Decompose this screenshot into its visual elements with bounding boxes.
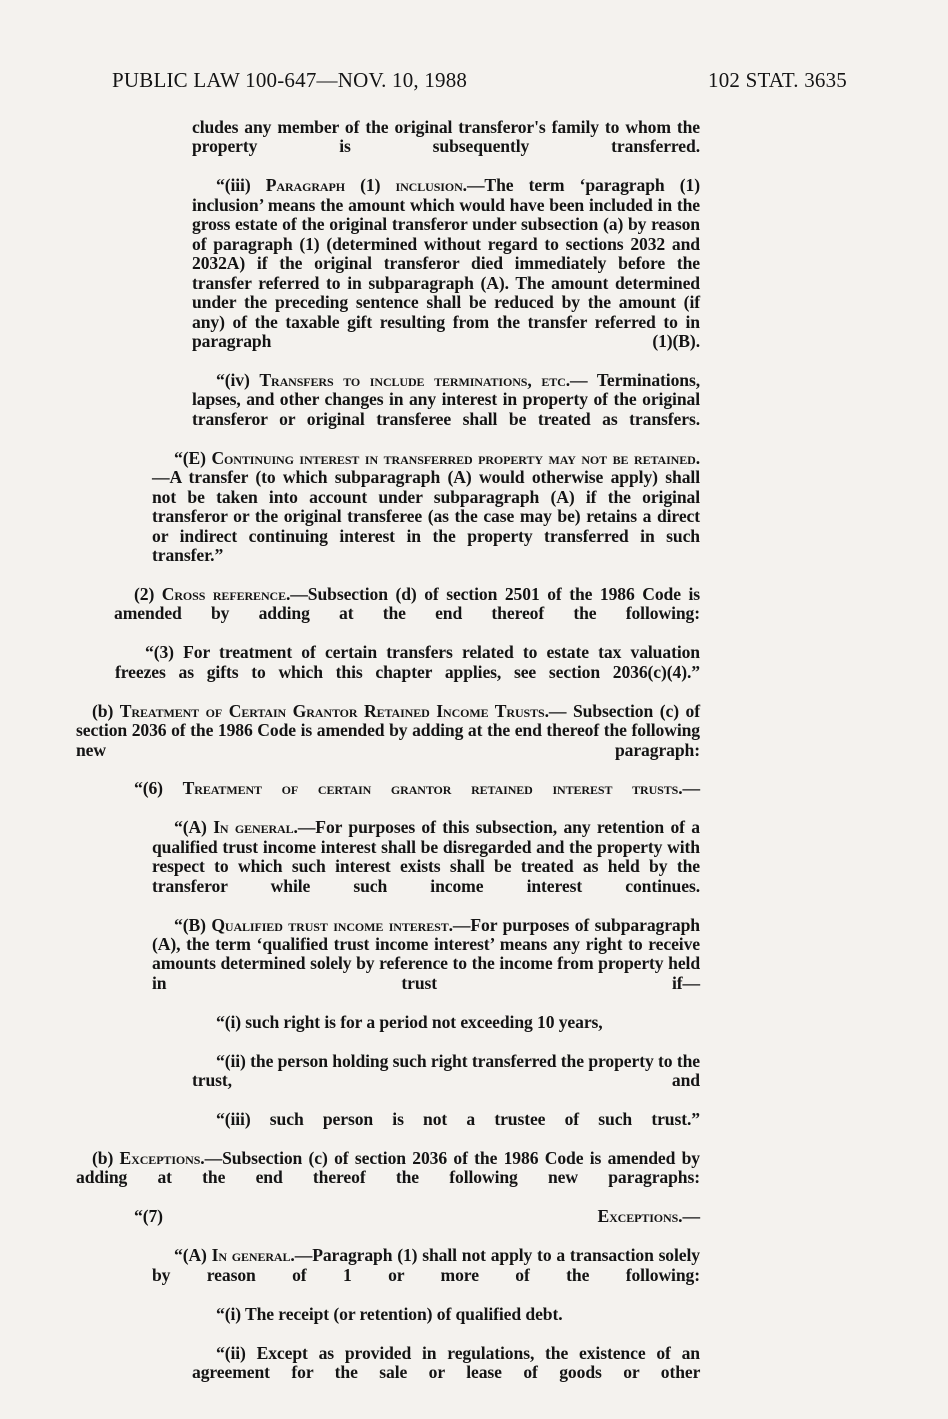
statute-text: [0, 118, 948, 1402]
clause-iii: “(iii) such person is not a trustee of such trust.”: [216, 1109, 700, 1130]
paragraph-iv-transfers-terminations: “(iv) Transfers to include terminations, etc.— Terminations, lapses, and other changes in any interest in property of the original transferor or original transferee shall be treated as transfers.: [192, 369, 700, 429]
paragraph-2-cross-reference: (2) Cross reference.—Subsection (d) of section 2501 of the 1986 Code is amended by adding at the end thereof the following:: [114, 583, 700, 624]
paragraph-b-qualified-trust-income-interest: “(B) Qualified trust income interest.—For purposes of subparagraph (A), the term ‘qualified trust income interest’ means any right to receive amounts determined solely by reference to the income from property held in trust if—: [152, 914, 700, 993]
section-heading: Transfers to include terminations, etc.: [259, 369, 571, 390]
section-heading: Exceptions.: [119, 1148, 205, 1169]
section-heading: Treatment of Certain Grantor Retained Income Trusts.: [119, 700, 549, 721]
paragraph-3-inserted-text: “(3) For treatment of certain transfers related to estate tax valuation freezes as gifts to which this chapter applies, see section 2036(c)(4).”: [115, 642, 700, 682]
header-page-number: 102 STAT. 3635: [708, 68, 847, 92]
section-heading: Cross reference.: [161, 583, 291, 604]
paragraph-b-grantor-retained-income-trusts: (b) Treatment of Certain Grantor Retained Income Trusts.— Subsection (c) of section 2036 of the 1986 Code is amended by adding at the end thereof the following new paragraph:: [76, 700, 700, 760]
section-heading: In general.: [211, 1245, 295, 1266]
exception-clause-ii: “(ii) Except as provided in regulations, the existence of an agreement for the sale or lease of goods or other: [192, 1342, 700, 1382]
paragraph-a-in-general: “(A) In general.—For purposes of this subsection, any retention of a qualified trust income interest shall be disregarded and the property with respect to which such interest exists shall be treated as held by the transferor while such income interest continues.: [152, 817, 700, 896]
paragraph-7-exceptions: “(7) Exceptions.—: [134, 1206, 700, 1227]
section-heading: Qualified trust income interest.: [211, 914, 453, 935]
exception-clause-i: “(i) The receipt (or retention) of qualified debt.: [216, 1303, 563, 1324]
clause-ii: “(ii) the person holding such right transferred the property to the trust, and: [192, 1050, 700, 1091]
section-heading: Continuing interest in transferred property may not be retained.: [211, 447, 700, 468]
section-heading: Paragraph (1) inclusion.: [265, 175, 467, 196]
paragraph-continuation: cludes any member of the original transferor's family to whom the property is subsequently transferred.: [192, 117, 700, 157]
paragraph-iii-paragraph-1-inclusion: “(iii) Paragraph (1) inclusion.—The term ‘paragraph (1) inclusion’ means the amount which would have been included in the gross estate of the original transferor under subsection (a) by reason of paragraph (1) (determined without regard to sections 2032 and 2032A) if the original transferor died immediately before the transfer referred to in subparagraph (A). The amount determined under the preceding sentence shall be reduced by the amount (if any) of the taxable gift resulting from the transfer referred to in paragraph (1)(B).: [192, 175, 700, 351]
section-heading: Treatment of certain grantor retained interest trusts.: [182, 778, 683, 799]
section-heading: In general.: [213, 817, 298, 838]
paragraph-a-in-general-exceptions: “(A) In general.—Paragraph (1) shall not apply to a transaction solely by reason of 1 or more of the following:: [152, 1245, 700, 1285]
running-header: [112, 68, 847, 98]
clause-i: “(i) such right is for a period not exceeding 10 years,: [216, 1011, 603, 1032]
paragraph-6-grantor-retained-interest-trusts: “(6) Treatment of certain grantor retained interest trusts.—: [134, 778, 700, 799]
section-heading: Exceptions.: [597, 1206, 683, 1227]
paragraph-b-exceptions: (b) Exceptions.—Subsection (c) of section 2036 of the 1986 Code is amended by adding at the end thereof the following new paragraphs:: [76, 1148, 700, 1188]
header-law-citation: PUBLIC LAW 100-647—NOV. 10, 1988: [112, 68, 468, 92]
paragraph-e-continuing-interest: “(E) Continuing interest in transferred property may not be retained.—A transfer (to which subparagraph (A) would otherwise apply) shall not be taken into account under subparagraph (A) if the original transferor or the original transferee (as the case may be) retains a direct or indirect continuing interest in the property transferred in such transfer.”: [152, 447, 700, 565]
